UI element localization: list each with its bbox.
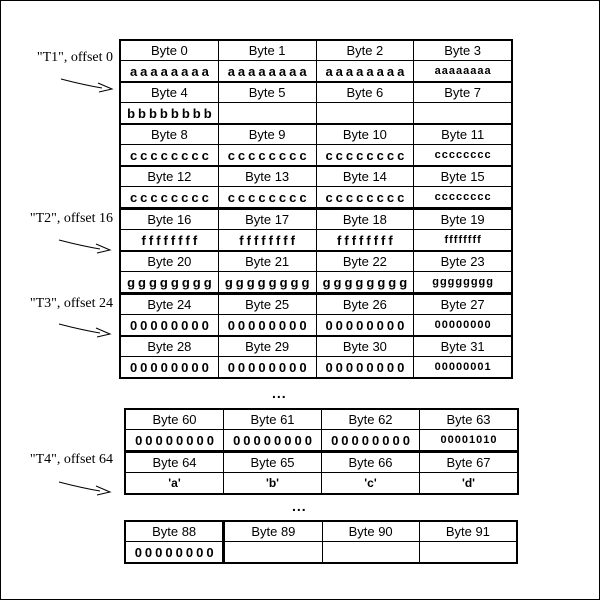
byte-header-cell: Byte 6 [317, 83, 415, 102]
byte-header-cell: Byte 29 [219, 337, 317, 356]
byte-header-cell: Byte 65 [224, 453, 322, 472]
byte-value-row [121, 61, 511, 81]
byte-record-pair [126, 522, 516, 562]
byte-value-cell: 'b' [224, 473, 322, 493]
byte-record-pair [121, 81, 511, 123]
byte-header-cell: Byte 11 [441, 127, 485, 142]
byte-value-cell: 00000000 [322, 430, 420, 450]
byte-value-cell: cccccccc [121, 187, 219, 207]
byte-header-cell: Byte 14 [317, 167, 415, 186]
byte-header-cell: Byte 19 [440, 212, 485, 227]
byte-value-cell [414, 103, 511, 123]
byte-value-cell [225, 542, 322, 562]
label-t2-offset-16: "T2", offset 16 [29, 211, 113, 226]
byte-header-cell: Byte 5 [219, 83, 317, 102]
byte-record-pair [121, 335, 511, 377]
byte-header-cell: Byte 4 [121, 83, 219, 102]
byte-value-row [126, 473, 517, 493]
byte-value-cell: cccccccc [317, 145, 415, 165]
byte-header-cell: Byte 66 [322, 453, 420, 472]
label-t1-offset-0: "T1", offset 0 [36, 50, 113, 65]
byte-header-cell: Byte 67 [446, 455, 491, 470]
byte-value-cell: 00000000 [317, 357, 415, 377]
byte-header-row [121, 337, 511, 357]
ellipsis-top: ... [272, 385, 287, 401]
byte-header-cell: Byte 62 [322, 410, 420, 429]
byte-value-cell: aaaaaaaa [434, 65, 492, 77]
label-t4-offset-64: "T4", offset 64 [29, 452, 113, 467]
byte-header-cell: Byte 17 [219, 210, 317, 229]
byte-header-cell: Byte 21 [219, 252, 317, 271]
byte-header-row [121, 210, 511, 230]
byte-value-cell: 'c' [322, 473, 420, 493]
byte-value-cell: aaaaaaaa [121, 61, 219, 81]
byte-header-cell: Byte 24 [121, 295, 219, 314]
byte-header-cell: Byte 3 [444, 43, 482, 58]
byte-value-cell: cccccccc [317, 187, 415, 207]
byte-record-pair [121, 165, 511, 207]
byte-value-cell: cccccccc [121, 145, 219, 165]
byte-header-row [121, 252, 511, 272]
byte-header-cell: Byte 91 [445, 524, 490, 539]
byte-value-cell: 00000000 [121, 315, 219, 335]
byte-value-cell [219, 103, 317, 123]
byte-value-cell: cccccccc [434, 191, 492, 203]
byte-header-cell: Byte 9 [219, 125, 317, 144]
byte-record-pair [121, 292, 511, 335]
byte-header-cell: Byte 88 [126, 522, 225, 541]
table-bytes-0-31 [119, 39, 513, 379]
byte-header-cell: Byte 8 [121, 125, 219, 144]
byte-header-cell: Byte 25 [219, 295, 317, 314]
byte-header-cell: Byte 89 [225, 522, 322, 541]
byte-header-row [126, 410, 517, 430]
byte-header-cell: Byte 63 [446, 412, 491, 427]
t3-arrow-icon [56, 320, 114, 340]
byte-header-cell: Byte 12 [121, 167, 219, 186]
t1-arrow-icon [58, 75, 116, 95]
byte-record-pair [126, 450, 517, 493]
byte-value-cell: gggggggg [317, 272, 415, 292]
byte-header-cell: Byte 28 [121, 337, 219, 356]
byte-record-pair [121, 207, 511, 250]
byte-value-cell: cccccccc [219, 187, 317, 207]
byte-value-cell: ffffffff [317, 230, 415, 250]
byte-header-cell: Byte 26 [317, 295, 415, 314]
byte-header-row [126, 453, 517, 473]
byte-value-row [121, 230, 511, 250]
byte-value-cell [317, 103, 415, 123]
byte-header-cell: Byte 10 [317, 125, 415, 144]
byte-value-cell: 00000000 [317, 315, 415, 335]
byte-header-cell: Byte 15 [440, 169, 485, 184]
byte-header-cell: Byte 13 [219, 167, 317, 186]
byte-header-cell: Byte 60 [126, 410, 224, 429]
byte-header-cell: Byte 0 [121, 41, 219, 60]
byte-header-cell: Byte 2 [317, 41, 415, 60]
byte-header-cell: Byte 31 [440, 339, 485, 354]
byte-value-cell: 00000000 [224, 430, 322, 450]
byte-value-cell: 00000000 [121, 357, 219, 377]
byte-header-cell: Byte 23 [440, 254, 485, 269]
byte-header-cell: Byte 64 [126, 453, 224, 472]
byte-value-row [121, 357, 511, 377]
table-bytes-60-67 [124, 408, 519, 495]
byte-value-cell: 00000001 [434, 361, 492, 373]
byte-value-row [121, 315, 511, 335]
byte-header-row [121, 41, 511, 61]
byte-value-cell: ffffffff [121, 230, 219, 250]
byte-record-pair [121, 123, 511, 165]
byte-header-cell: Byte 18 [317, 210, 415, 229]
label-t3-offset-24: "T3", offset 24 [29, 296, 113, 311]
byte-header-row [126, 522, 516, 542]
byte-header-cell: Byte 61 [224, 410, 322, 429]
byte-value-cell: 00000000 [434, 319, 492, 331]
ellipsis-bottom: ... [292, 498, 307, 514]
byte-header-cell: Byte 27 [440, 297, 485, 312]
byte-value-cell: 00000000 [219, 315, 317, 335]
byte-header-row [121, 167, 511, 187]
byte-value-cell: gggggggg [432, 276, 494, 288]
byte-value-cell: aaaaaaaa [317, 61, 415, 81]
byte-record-pair [121, 41, 511, 81]
t2-arrow-icon [56, 236, 114, 256]
byte-value-cell: aaaaaaaa [219, 61, 317, 81]
byte-value-cell: bbbbbbbb [121, 103, 219, 123]
byte-header-row [121, 125, 511, 145]
byte-value-row [126, 430, 517, 450]
byte-header-cell: Byte 20 [121, 252, 219, 271]
byte-header-cell: Byte 7 [444, 85, 482, 100]
byte-value-row [121, 272, 511, 292]
byte-header-cell: Byte 30 [317, 337, 415, 356]
byte-header-cell: Byte 22 [317, 252, 415, 271]
byte-value-cell: 00000000 [219, 357, 317, 377]
byte-record-pair [126, 410, 517, 450]
byte-value-cell: cccccccc [434, 149, 492, 161]
byte-value-cell: gggggggg [219, 272, 317, 292]
byte-record-pair [121, 250, 511, 292]
byte-value-cell: 00001010 [440, 434, 498, 446]
byte-header-cell: Byte 16 [121, 210, 219, 229]
byte-value-row [121, 145, 511, 165]
byte-header-row [121, 295, 511, 315]
byte-header-cell: Byte 90 [323, 522, 420, 541]
byte-value-cell: gggggggg [121, 272, 219, 292]
byte-value-row [121, 187, 511, 207]
byte-header-row [121, 83, 511, 103]
byte-value-cell: 'a' [126, 473, 224, 493]
byte-value-cell [420, 542, 516, 562]
byte-value-cell [323, 542, 420, 562]
byte-value-row [121, 103, 511, 123]
byte-value-cell: 00000000 [126, 542, 225, 562]
table-bytes-88-91 [124, 520, 518, 564]
t4-arrow-icon [56, 478, 114, 498]
byte-value-cell: cccccccc [219, 145, 317, 165]
byte-header-cell: Byte 1 [219, 41, 317, 60]
byte-value-cell: ffffffff [444, 234, 482, 246]
byte-value-cell: ffffffff [219, 230, 317, 250]
byte-value-cell: 00000000 [126, 430, 224, 450]
byte-value-row [126, 542, 516, 562]
byte-value-cell: 'd' [461, 476, 476, 490]
